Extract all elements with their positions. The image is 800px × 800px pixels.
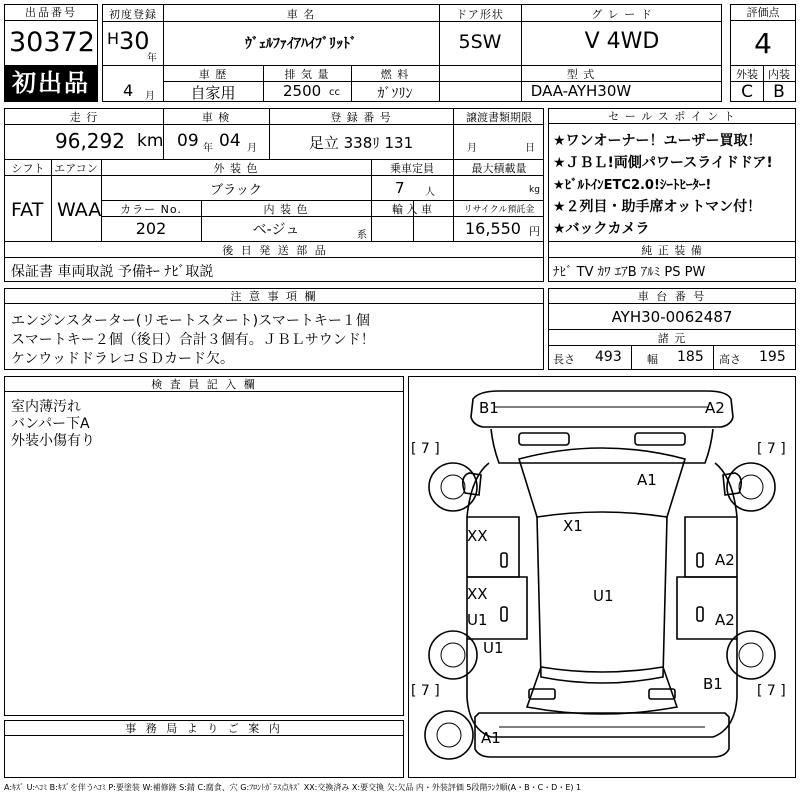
int-color-unit: 系 <box>357 230 367 241</box>
grade-label: グ レ ー ド <box>591 8 653 21</box>
grade: V 4WD <box>584 29 660 54</box>
damage-mark: XX <box>467 527 488 545</box>
chassis-label: 車 台 番 号 <box>549 289 795 304</box>
displacement: 2500 <box>283 82 322 100</box>
int-color-label: 内 装 色 <box>263 203 309 216</box>
details-box <box>4 108 544 282</box>
score-box <box>730 4 796 102</box>
damage-mark: X1 <box>563 517 583 535</box>
year-unit: 年 <box>147 53 157 64</box>
shift: FAT <box>11 199 44 221</box>
lot-box <box>4 4 98 102</box>
capacity-label: 乗車定員 <box>390 162 434 175</box>
ext-label: 外装 <box>736 68 758 81</box>
notes-box <box>4 288 544 370</box>
sales-label: セ ー ル ス ポ イ ン ト <box>549 109 795 124</box>
chassis-box <box>548 288 796 370</box>
delivery-day-unit: 日 <box>525 143 535 154</box>
office-box <box>4 720 404 778</box>
registration-number: 足立 338ﾘ 131 <box>308 134 414 152</box>
history: 自家用 <box>190 84 236 102</box>
lot-number: 30372 <box>9 27 95 58</box>
equip-label: 純 正 装 備 <box>641 244 703 257</box>
mileage-label: 走 行 <box>69 111 99 124</box>
ac: WAA <box>57 199 102 221</box>
recycle-label: リサイクル預託金 <box>463 205 535 215</box>
recycle-amount: 16,550 <box>465 219 521 238</box>
legend: A:ｷｽﾞ U:ﾍｺﾐ B:ｷｽﾞを伴うﾍｺﾐ P:要塗装 W:補修跡 S:錆 C:腐食、穴 G:ﾌﾛﾝﾄｶﾞﾗｽ点ｷｽﾞ XX:交換済み X:要交換 欠:欠品 内・外装評価 5段階ﾗﾝｸ順(A・B・C・D・E) 1 <box>4 783 582 792</box>
shift-label: シフト <box>11 162 45 175</box>
first-reg-label: 初度登録 <box>109 8 157 21</box>
ext-grade: C <box>741 82 753 102</box>
ac-label: エアコン <box>54 162 98 175</box>
sales-point: ★ワンオーナー！ユーザー買取！ <box>553 133 762 149</box>
displacement-label: 排 気 量 <box>284 68 330 81</box>
load-label: 最大積載量 <box>471 162 527 175</box>
reg-month: 4 <box>123 81 134 100</box>
note-line: ケンウッドドラレコＳＤカード欠。 <box>11 351 235 367</box>
inspector-box <box>4 376 404 716</box>
door-label: ドア形状 <box>456 8 504 21</box>
history-label: 車 歴 <box>198 68 228 81</box>
inspector-line: 外装小傷有り <box>11 433 95 449</box>
first-listing-badge: 初出品 <box>5 65 97 101</box>
tire-tread-front-left: [ 7 ] <box>411 441 440 457</box>
lot-label: 出品番号 <box>5 5 97 21</box>
tire-tread-rear-right: [ 7 ] <box>757 683 786 699</box>
vehicle-name-label: 車 名 <box>286 8 316 21</box>
damage-mark: B1 <box>479 399 499 417</box>
vehicle-name: ｳﾞｪﾙﾌｧｲｱﾊｲﾌﾞﾘｯﾄﾞ <box>245 36 357 52</box>
recycle-unit: 円 <box>529 225 540 238</box>
sales-point: ★バックカメラ <box>553 221 650 237</box>
inspector-line: バンパー下A <box>11 416 90 432</box>
car-damage-diagram <box>408 376 796 778</box>
delivery-month-unit: 月 <box>467 143 477 154</box>
damage-mark: U1 <box>483 639 504 657</box>
tire-tread-rear-left: [ 7 ] <box>411 683 440 699</box>
color-no-label: カラー No. <box>120 203 182 216</box>
score-label: 評価点 <box>731 5 795 21</box>
length-label: 長さ <box>553 353 575 366</box>
int-grade: B <box>773 82 785 102</box>
height: 195 <box>759 349 786 365</box>
fuel: ｶﾞｿﾘﾝ <box>377 86 413 102</box>
sales-point: ★ﾋﾞﾙﾄｲﾝETC2.0!ｼｰﾄﾋｰﾀｰ! <box>553 178 712 193</box>
equipment: ﾅﾋﾞ TV ｶﾜ ｴｱB ｱﾙﾐ PS PW <box>553 265 706 280</box>
dims-label: 諸 元 <box>657 332 687 345</box>
inspection-year-unit: 年 <box>203 143 213 154</box>
model-label: 型 式 <box>566 68 596 81</box>
displacement-unit: cc <box>329 87 340 98</box>
capacity: 7 <box>395 179 405 197</box>
reg-year: 30 <box>119 27 150 55</box>
color-no: 202 <box>135 219 167 238</box>
sales-point: ★２列目・助手席オットマン付！ <box>553 199 762 215</box>
ext-color-label: 外 装 色 <box>213 162 259 175</box>
ext-color: ブラック <box>210 183 262 198</box>
notes-label: 注 意 事 項 欄 <box>5 289 543 304</box>
int-label: 内装 <box>768 68 790 81</box>
damage-mark: XX <box>467 585 488 603</box>
vehicle-info-box <box>102 4 722 102</box>
tire-tread-front-right: [ 7 ] <box>757 441 786 457</box>
car-outline <box>409 377 795 777</box>
inspection-month-unit: 月 <box>247 143 257 154</box>
damage-mark: A1 <box>481 729 501 747</box>
damage-mark: A2 <box>715 551 735 569</box>
score: 4 <box>754 27 772 60</box>
later-parts: 保証書 車両取説 予備ｷｰ ﾅﾋﾞ取説 <box>11 264 214 280</box>
sales-point: ★ＪＢＬ!両側パワースライドドア! <box>553 155 773 171</box>
chassis-number: AYH30-0062487 <box>611 308 733 326</box>
model: DAA-AYH30W <box>530 82 632 100</box>
delivery-label: 譲渡書類期限 <box>466 111 532 124</box>
mileage-unit: km <box>137 131 164 151</box>
capacity-unit: 人 <box>425 187 435 198</box>
mileage: 96,292 <box>55 129 125 153</box>
reg-label: 登 録 番 号 <box>330 111 392 124</box>
damage-mark: B1 <box>703 675 723 693</box>
import-label: 輸 入 車 <box>392 203 432 216</box>
damage-mark: U1 <box>467 611 488 629</box>
inspector-label: 検 査 員 記 入 欄 <box>5 377 403 392</box>
inspection-label: 車 検 <box>201 111 231 124</box>
height-label: 高さ <box>719 353 741 366</box>
inspector-line: 室内薄汚れ <box>11 399 81 415</box>
note-line: スマートキー２個（後日）合計３個有。ＪＢＬサウンド！ <box>11 332 375 348</box>
damage-mark: U1 <box>593 587 614 605</box>
length: 493 <box>595 349 622 365</box>
damage-mark: A2 <box>715 611 735 629</box>
sales-box <box>548 108 796 282</box>
later-label: 後 日 発 送 部 品 <box>222 244 328 257</box>
inspection-year: 09 <box>177 131 199 151</box>
inspection-month: 04 <box>219 131 241 151</box>
width-label: 幅 <box>647 353 658 366</box>
note-line: エンジンスターター(リモートスタート)スマートキー１個 <box>11 313 370 329</box>
office-label: 事 務 局 よ り ご 案 内 <box>5 721 403 736</box>
load-unit: kg <box>529 185 540 195</box>
month-unit: 月 <box>145 91 155 102</box>
width: 185 <box>677 349 704 365</box>
door-type: 5SW <box>458 31 502 53</box>
era: H <box>107 29 120 48</box>
int-color: ベ-ジュ <box>252 222 300 238</box>
fuel-label: 燃 料 <box>380 68 410 81</box>
damage-mark: A1 <box>637 471 657 489</box>
damage-mark: A2 <box>705 399 725 417</box>
